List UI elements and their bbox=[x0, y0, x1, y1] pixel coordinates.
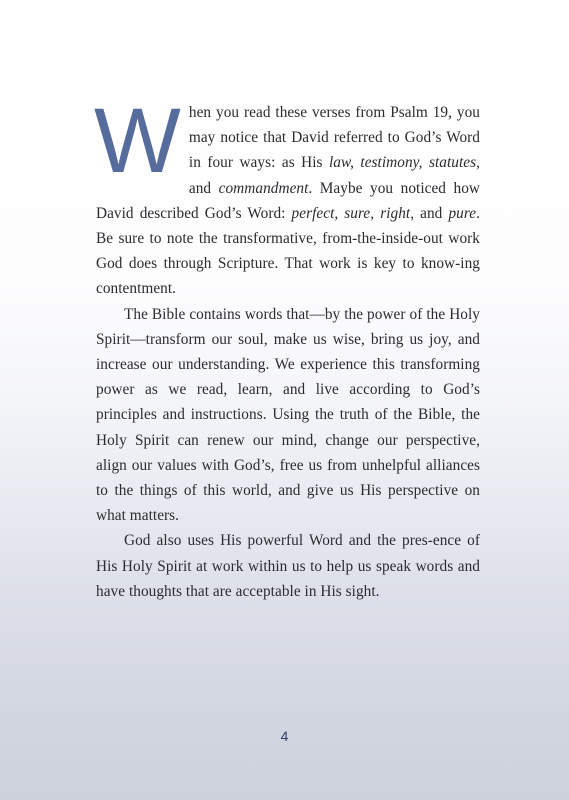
text-segment: hen you read these verses from Psalm 19, you may notice that David referred to God’s Word in four ways: as His bbox=[188, 104, 480, 172]
paragraph-2 bbox=[96, 302, 480, 529]
italic-segment: perfect, sure, right, bbox=[291, 204, 415, 222]
text-segment: and bbox=[188, 179, 219, 197]
italic-segment: law, testimony, statutes, bbox=[328, 154, 480, 172]
text-segment: The Bible contains words that—by the power of the Holy Spirit—transform our soul, make us wise, bring us joy, and increase our understanding. We experience this transforming power as we read, learn, and live according to God’s principles and instructions. Using the truth of the Bible, the Holy Spirit can renew our mind, change our perspective, align our values with God’s, free us from unhelpful alliances to the things of this world, and give us His perspective on what matters. bbox=[96, 305, 480, 525]
text-segment: . Be sure to note the transformative, from-the-inside-out work God does through Scripture. That work is key to know-ing contentment. bbox=[96, 204, 480, 298]
italic-segment: pure bbox=[448, 204, 477, 222]
text-segment: and bbox=[414, 204, 449, 222]
text-segment: . Maybe you noticed how David described God’s Word: bbox=[96, 179, 480, 222]
text-segment: God also uses His powerful Word and the pres-ence of His Holy Spirit at work within us to help us speak words and have thoughts that are acceptable in His sight. bbox=[96, 532, 480, 600]
drop-cap: W bbox=[94, 90, 181, 192]
italic-segment: commandment bbox=[218, 179, 309, 197]
paragraph-3 bbox=[96, 528, 480, 604]
page-body bbox=[94, 90, 480, 604]
paragraph-1 bbox=[94, 90, 480, 302]
page-number: 4 bbox=[280, 728, 289, 744]
